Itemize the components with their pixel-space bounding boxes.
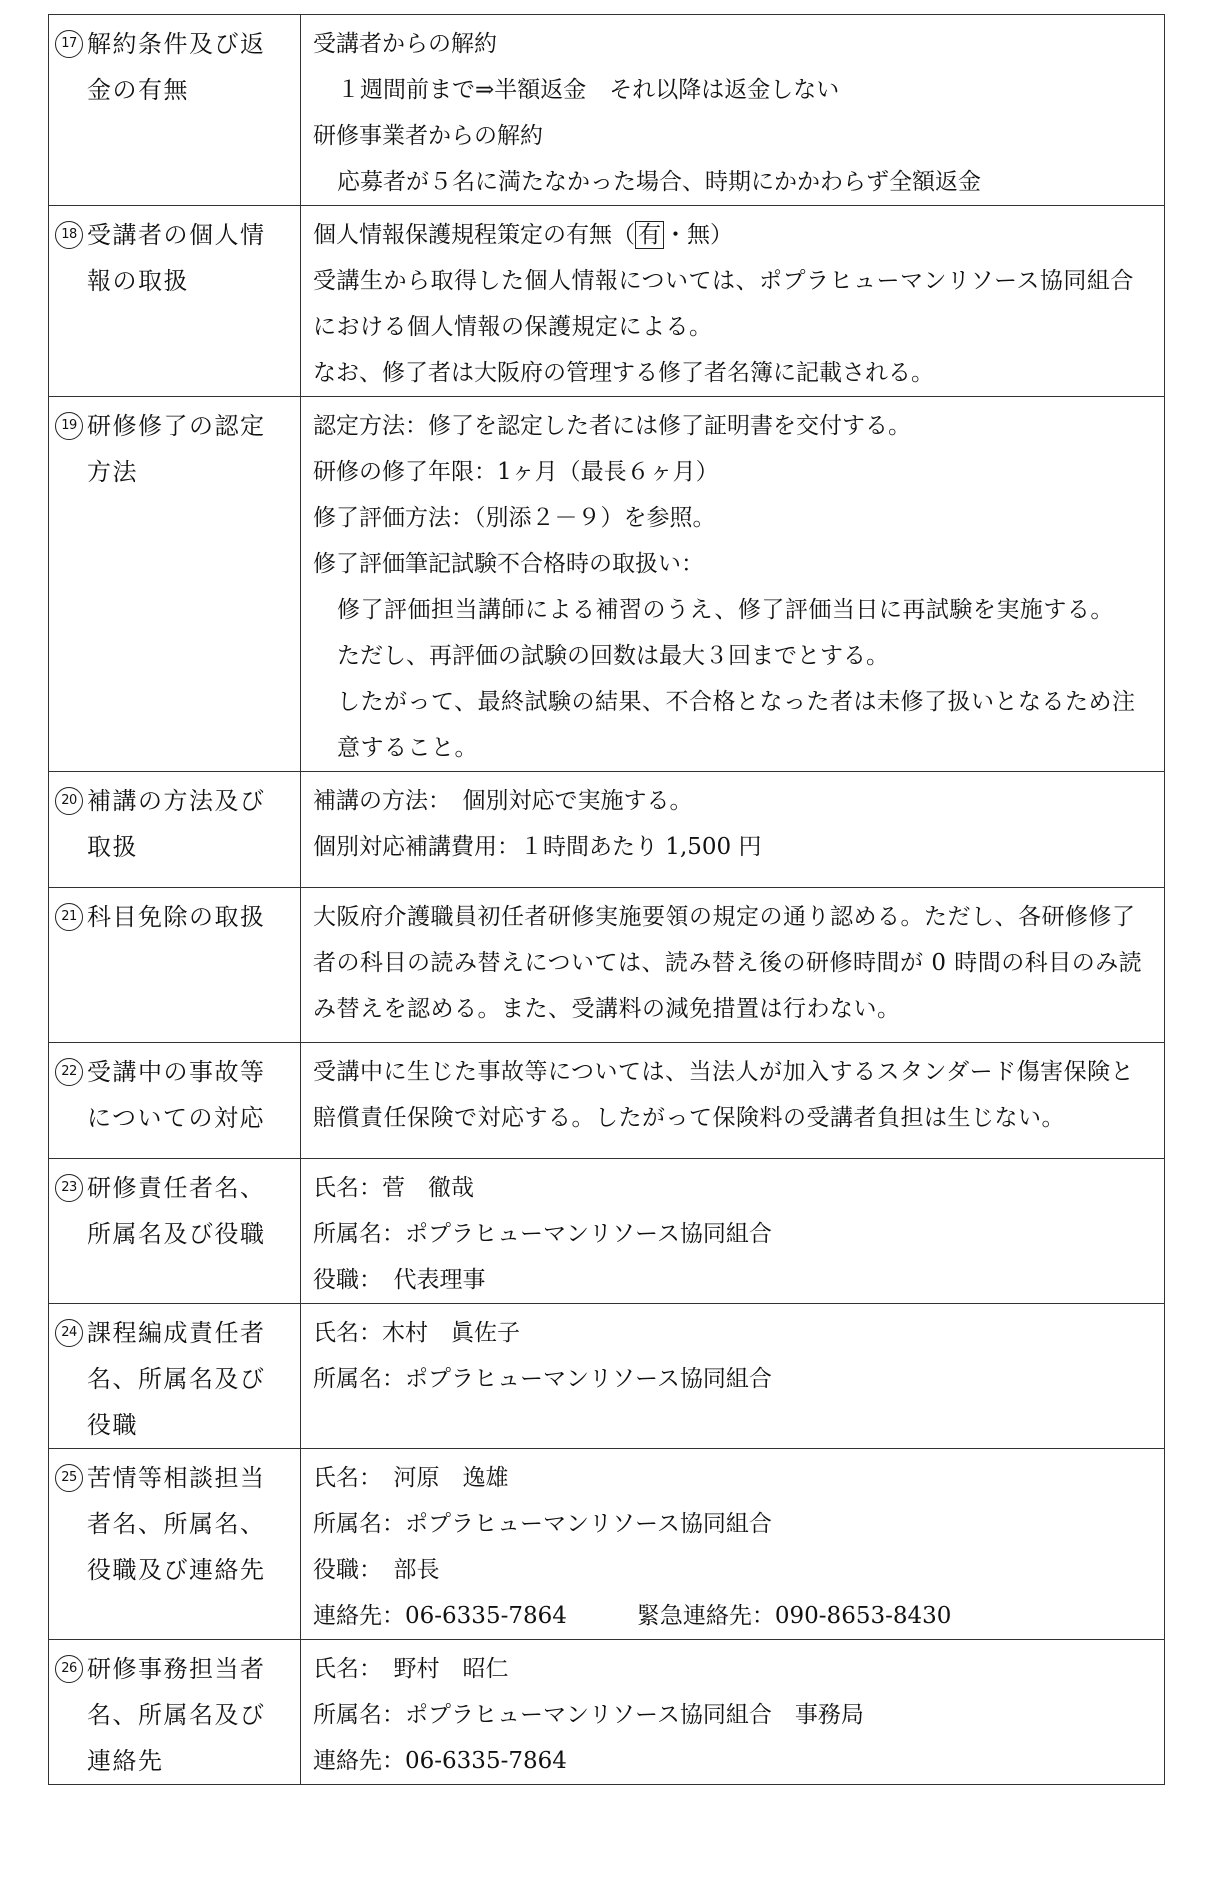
row-label: 研修責任者名、所属名及び役職 — [87, 1174, 266, 1248]
row-label-cell — [49, 772, 301, 888]
content-line: 修了評価方法：（別添２－９）を参照。 — [313, 505, 716, 531]
row-content-cell — [301, 1043, 1165, 1159]
row-content-cell — [301, 772, 1165, 888]
row-label-cell — [49, 1043, 301, 1159]
row-content-cell — [301, 397, 1165, 772]
row-label-cell — [49, 1640, 301, 1785]
row-label-cell — [49, 397, 301, 772]
content-line: なお、修了者は大阪府の管理する修了者名簿に記載される。 — [313, 360, 934, 386]
row-label: 補講の方法及び取扱 — [87, 787, 266, 861]
circled-number: 18 — [55, 221, 83, 249]
row-label: 科目免除の取扱 — [87, 903, 266, 931]
content-line: 氏名： 野村 昭仁 — [313, 1656, 509, 1682]
content-line: 所属名：ポプラヒューマンリソース協同組合 事務局 — [313, 1702, 864, 1728]
table-row — [49, 397, 1165, 772]
table-row — [49, 15, 1165, 206]
content-paragraph: 受講中に生じた事故等については、当法人が加入するスタンダード傷害保険と賠償責任保険で対応する。したがって保険料の受講者負担は生じない。 — [313, 1059, 1135, 1131]
content-line: 所属名：ポプラヒューマンリソース協同組合 — [313, 1511, 772, 1537]
circled-number: 17 — [55, 30, 83, 58]
row-content-cell — [301, 1159, 1165, 1304]
row-label: 課程編成責任者名、所属名及び役職 — [87, 1319, 266, 1439]
selected-option-box: 有 — [635, 221, 664, 249]
row-label-cell — [49, 15, 301, 206]
circled-number: 26 — [55, 1655, 83, 1683]
content-paragraph: 修了評価担当講師による補習のうえ、修了評価当日に再試験を実施する。 — [337, 597, 1114, 623]
table-row — [49, 888, 1165, 1043]
table-row — [49, 1159, 1165, 1304]
circled-number: 25 — [55, 1464, 83, 1492]
row-label: 研修修了の認定方法 — [87, 412, 266, 486]
circled-number: 21 — [55, 903, 83, 931]
content-line: 役職： 部長 — [313, 1557, 440, 1583]
content-line: 連絡先：06-6335-7864 — [313, 1748, 567, 1774]
row-content-cell — [301, 15, 1165, 206]
document-table — [48, 14, 1165, 1785]
content-paragraph: したがって、最終試験の結果、不合格となった者は未修了扱いとなるため注意すること。 — [337, 689, 1136, 761]
row-label: 解約条件及び返金の有無 — [87, 30, 266, 104]
table-row — [49, 1304, 1165, 1449]
content-line: 補講の方法： 個別対応で実施する。 — [313, 788, 693, 814]
content-line: 所属名：ポプラヒューマンリソース協同組合 — [313, 1221, 772, 1247]
policy-prefix: 個人情報保護規程策定の有無（ — [313, 222, 635, 248]
content-line: ただし、再評価の試験の回数は最大３回までとする。 — [337, 643, 889, 669]
content-line: 受講者からの解約 — [313, 31, 497, 57]
row-label-cell — [49, 206, 301, 397]
table-row — [49, 772, 1165, 888]
row-label-cell — [49, 1159, 301, 1304]
content-line: 個別対応補講費用：１時間あたり 1,500 円 — [313, 834, 762, 860]
content-paragraph: 受講生から取得した個人情報については、ポプラヒューマンリソース協同組合における個人情報の保護規定による。 — [313, 268, 1134, 340]
contact-phone: 連絡先：06-6335-7864 — [313, 1603, 567, 1629]
content-line: 所属名：ポプラヒューマンリソース協同組合 — [313, 1366, 772, 1392]
row-content-cell — [301, 1640, 1165, 1785]
row-label: 研修事務担当者名、所属名及び連絡先 — [87, 1655, 266, 1775]
table-row — [49, 1449, 1165, 1640]
circled-number: 24 — [55, 1319, 83, 1347]
content-line: 修了評価筆記試験不合格時の取扱い： — [313, 551, 704, 577]
row-content-cell — [301, 888, 1165, 1043]
table-row — [49, 206, 1165, 397]
row-content-cell — [301, 1304, 1165, 1449]
content-line: 氏名：菅 徹哉 — [313, 1175, 474, 1201]
row-content-cell — [301, 1449, 1165, 1640]
table-row — [49, 1640, 1165, 1785]
circled-number: 23 — [55, 1174, 83, 1202]
row-label-cell — [49, 1304, 301, 1449]
content-line — [313, 212, 1154, 258]
content-line: 氏名：木村 眞佐子 — [313, 1320, 520, 1346]
row-label-cell — [49, 888, 301, 1043]
row-label: 受講中の事故等についての対応 — [87, 1058, 266, 1132]
content-line: 認定方法：修了を認定した者には修了証明書を交付する。 — [313, 413, 911, 439]
row-label: 受講者の個人情報の取扱 — [87, 221, 266, 295]
row-label-cell — [49, 1449, 301, 1640]
circled-number: 19 — [55, 412, 83, 440]
row-content-cell — [301, 206, 1165, 397]
content-line: １週間前まで⇒半額返金 それ以降は返金しない — [337, 77, 840, 103]
circled-number: 22 — [55, 1058, 83, 1086]
row-label: 苦情等相談担当者名、所属名、役職及び連絡先 — [87, 1464, 266, 1584]
content-line: 研修の修了年限：1ヶ月（最長６ヶ月） — [313, 459, 719, 485]
content-paragraph: 大阪府介護職員初任者研修実施要領の規定の通り認める。ただし、各研修修了者の科目の読み替えについては、読み替え後の研修時間が 0 時間の科目のみ読み替えを認める。また、受講料の減免措置は行わない。 — [313, 904, 1143, 1022]
emergency-contact: 緊急連絡先：090-8653-8430 — [636, 1603, 952, 1629]
policy-suffix: ・無） — [664, 222, 733, 248]
content-line: 研修事業者からの解約 — [313, 123, 543, 149]
circled-number: 20 — [55, 787, 83, 815]
content-line: 役職： 代表理事 — [313, 1267, 486, 1293]
content-line: 応募者が５名に満たなかった場合、時期にかかわらず全額返金 — [337, 169, 981, 195]
contact-line — [313, 1593, 1154, 1639]
table-row — [49, 1043, 1165, 1159]
content-line: 氏名： 河原 逸雄 — [313, 1465, 509, 1491]
